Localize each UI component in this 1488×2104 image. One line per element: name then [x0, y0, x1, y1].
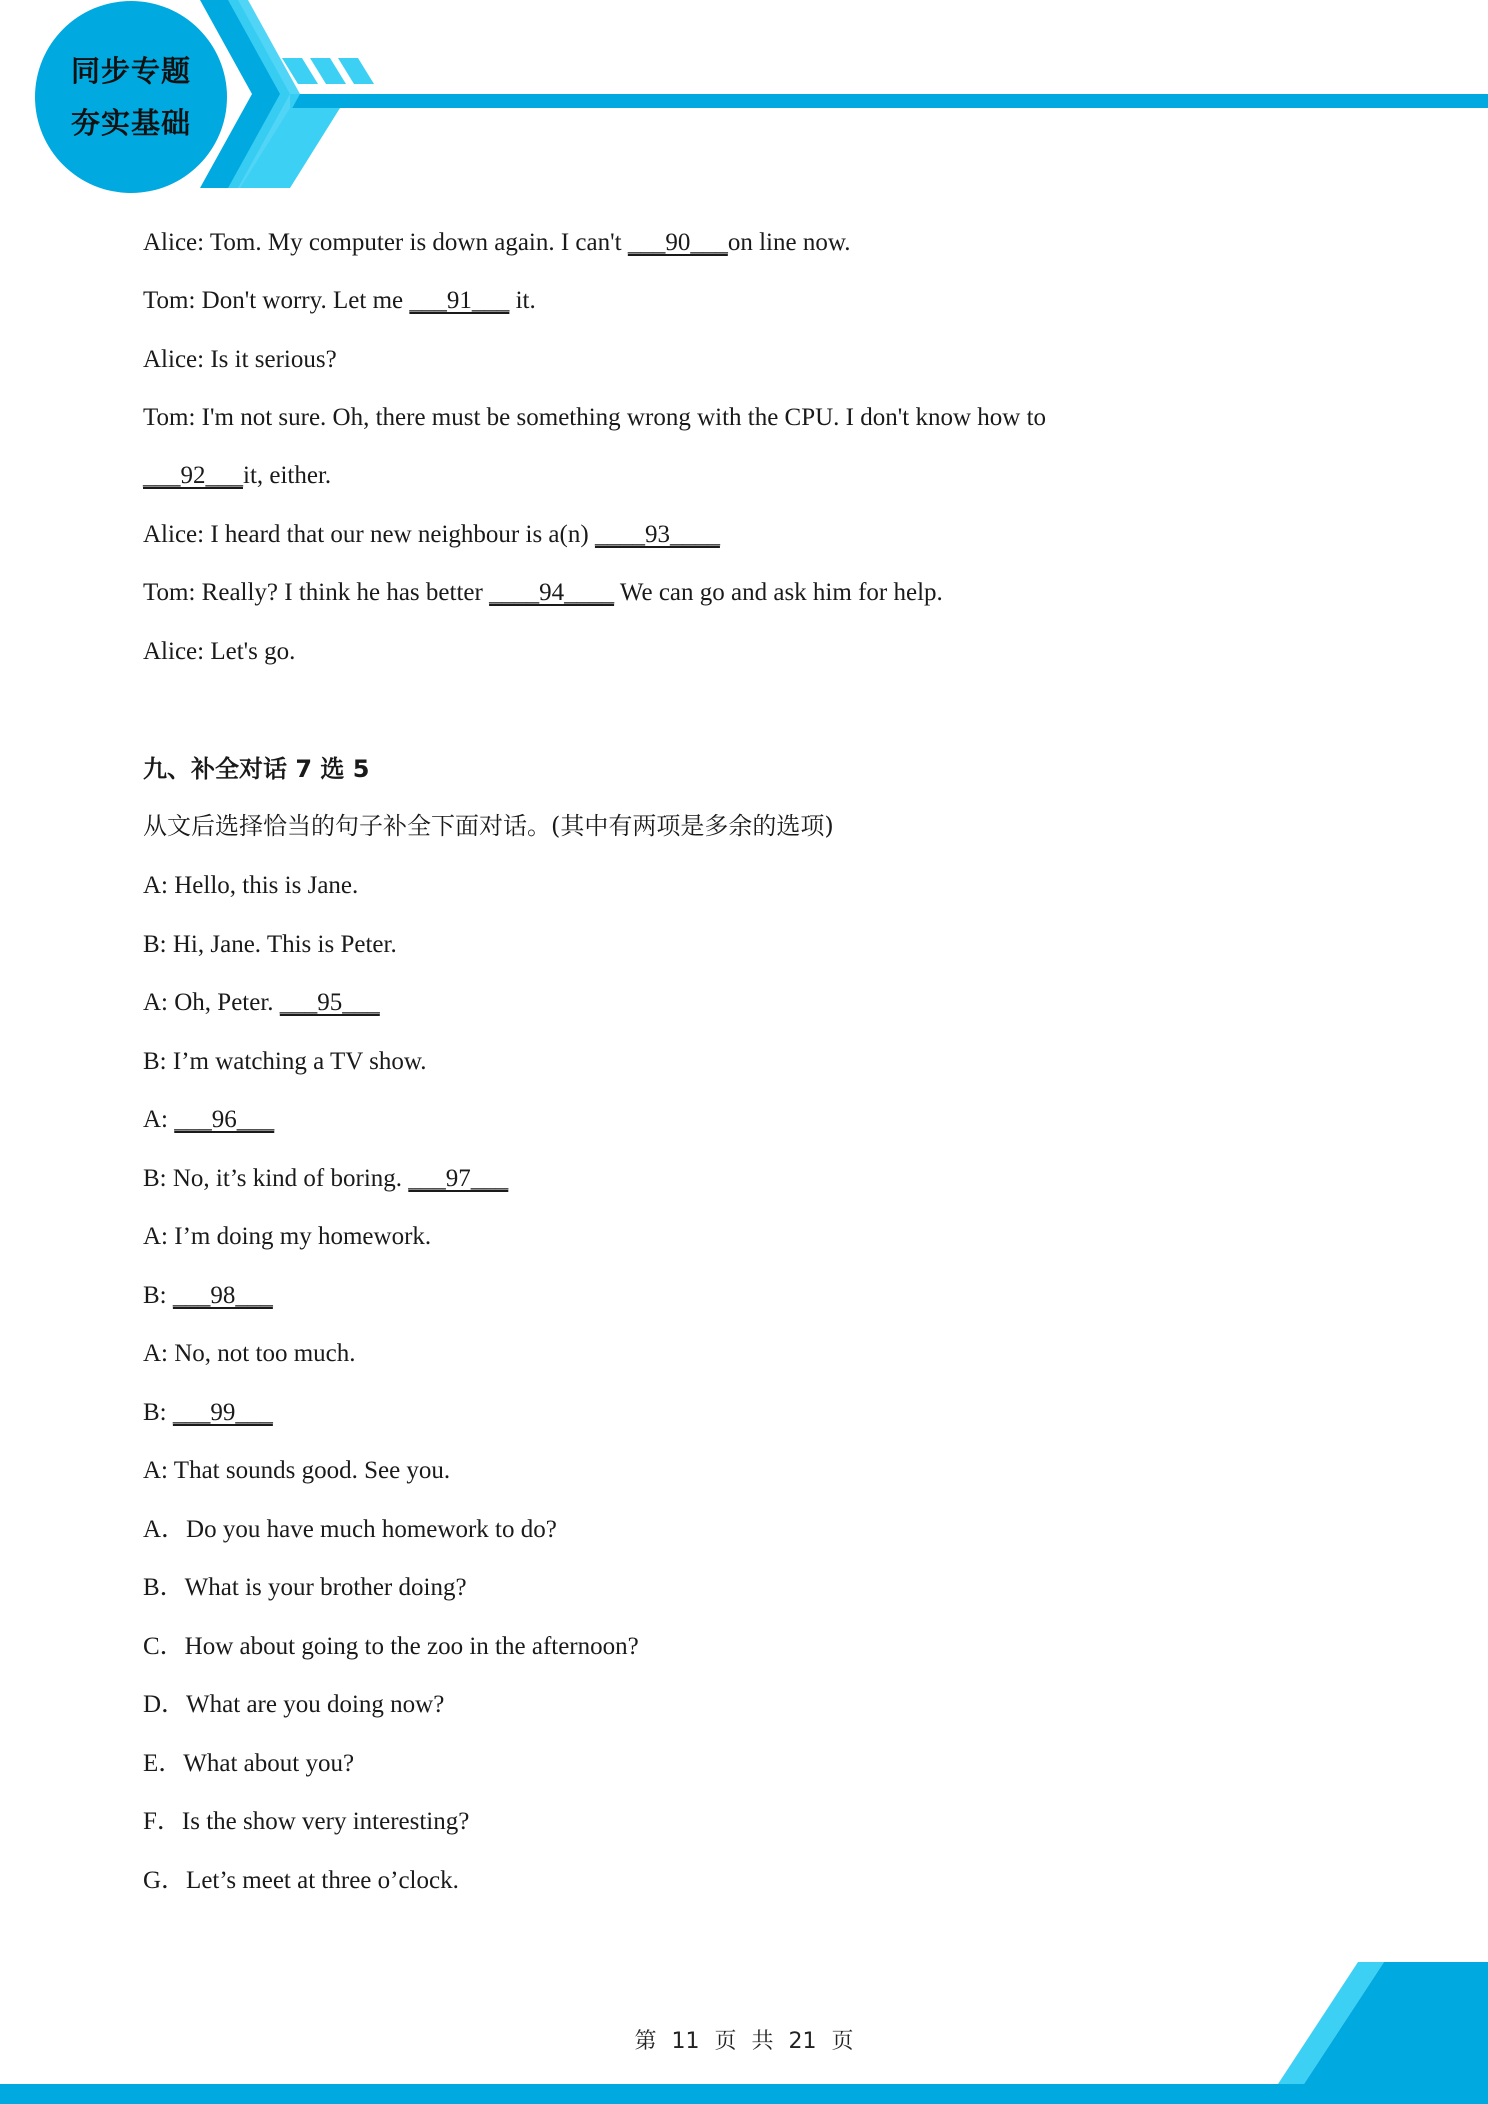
- dialogue-line: A: That sounds good. See you.: [143, 1457, 451, 1484]
- dialogue-line: [143, 460, 331, 492]
- dialogue-text: A: Oh, Peter.: [143, 989, 280, 1016]
- blank-99: ___99___: [172, 1399, 273, 1426]
- dialogue-text: We can go and ask him for help.: [614, 579, 943, 606]
- section-instruction: 从文后选择恰当的句子补全下面对话。(其中有两项是多余的选项): [143, 812, 834, 840]
- section-title: 九、补全对话 7 选 5: [143, 755, 370, 783]
- dialogue-text: A:: [143, 1106, 175, 1133]
- footer-light-wedge: [1278, 1962, 1384, 2084]
- dialogue-line: A: No, not too much.: [143, 1340, 356, 1367]
- footer-bar: [0, 2084, 1488, 2104]
- dialogue-text: on line now.: [727, 229, 851, 256]
- dialogue-text: Alice: Tom. My computer is down again. I can't: [143, 229, 628, 256]
- dialogue-text: Tom: Don't worry. Let me: [143, 287, 410, 314]
- dialogue-line: [143, 285, 536, 317]
- option-g: G．Let’s meet at three o’clock.: [143, 1867, 459, 1894]
- dialogue-line: B: I’m watching a TV show.: [143, 1048, 427, 1075]
- dialogue-line: Alice: Is it serious?: [143, 346, 337, 373]
- dialogue-text: B: No, it’s kind of boring.: [143, 1165, 409, 1192]
- page-number: 第 11 页 共 21 页: [634, 2029, 854, 2054]
- blank-93: ____93____: [594, 521, 720, 548]
- dialogue-text: it, either.: [243, 462, 332, 489]
- blank-91: ___91___: [409, 287, 510, 314]
- blank-98: ___98___: [172, 1282, 273, 1309]
- dialogue-line: [143, 1104, 274, 1136]
- blank-95: ___95___: [279, 989, 380, 1016]
- dialogue-line: B: Hi, Jane. This is Peter.: [143, 931, 397, 958]
- dialogue-line: Tom: I'm not sure. Oh, there must be something wrong with the CPU. I don't know how to: [143, 404, 1047, 431]
- blank-96: ___96___: [174, 1106, 275, 1133]
- option-e: E．What about you?: [143, 1750, 355, 1777]
- header-stripe-long: [290, 94, 1488, 108]
- option-d: D．What are you doing now?: [143, 1691, 445, 1718]
- dialogue-line: [143, 1163, 508, 1195]
- dialogue-line: [143, 519, 720, 551]
- blank-94: ____94____: [489, 579, 615, 606]
- dialogue-line: [143, 1280, 273, 1312]
- blank-97: ___97___: [408, 1165, 509, 1192]
- badge-line-2: 夯实基础: [70, 106, 191, 140]
- dialogue-text: it.: [509, 287, 536, 314]
- dialogue-text: B:: [143, 1282, 173, 1309]
- dialogue-line: [143, 577, 943, 609]
- blank-92: ___92___: [143, 462, 243, 489]
- dialogue-line: [143, 227, 851, 259]
- header-badge: [36, 2, 226, 192]
- option-b: B．What is your brother doing?: [143, 1574, 467, 1601]
- footer-dark-wedge: [1304, 1962, 1488, 2084]
- dialogue-text: Alice: I heard that our new neighbour is a(n): [143, 521, 595, 548]
- dialogue-text: Tom: Really? I think he has better: [143, 579, 490, 606]
- dialogue-text: B:: [143, 1399, 173, 1426]
- dialogue-line: Alice: Let's go.: [143, 638, 296, 665]
- option-a: A．Do you have much homework to do?: [143, 1516, 557, 1543]
- blank-90: ___90___: [627, 229, 728, 256]
- badge-line-1: 同步专题: [70, 54, 191, 88]
- dialogue-line: [143, 1397, 273, 1429]
- dialogue-line: A: Hello, this is Jane.: [143, 872, 359, 899]
- dialogue-line: A: I’m doing my homework.: [143, 1223, 432, 1250]
- dialogue-line: [143, 987, 380, 1019]
- option-f: F．Is the show very interesting?: [143, 1808, 470, 1835]
- option-c: C．How about going to the zoo in the afternoon?: [143, 1633, 639, 1660]
